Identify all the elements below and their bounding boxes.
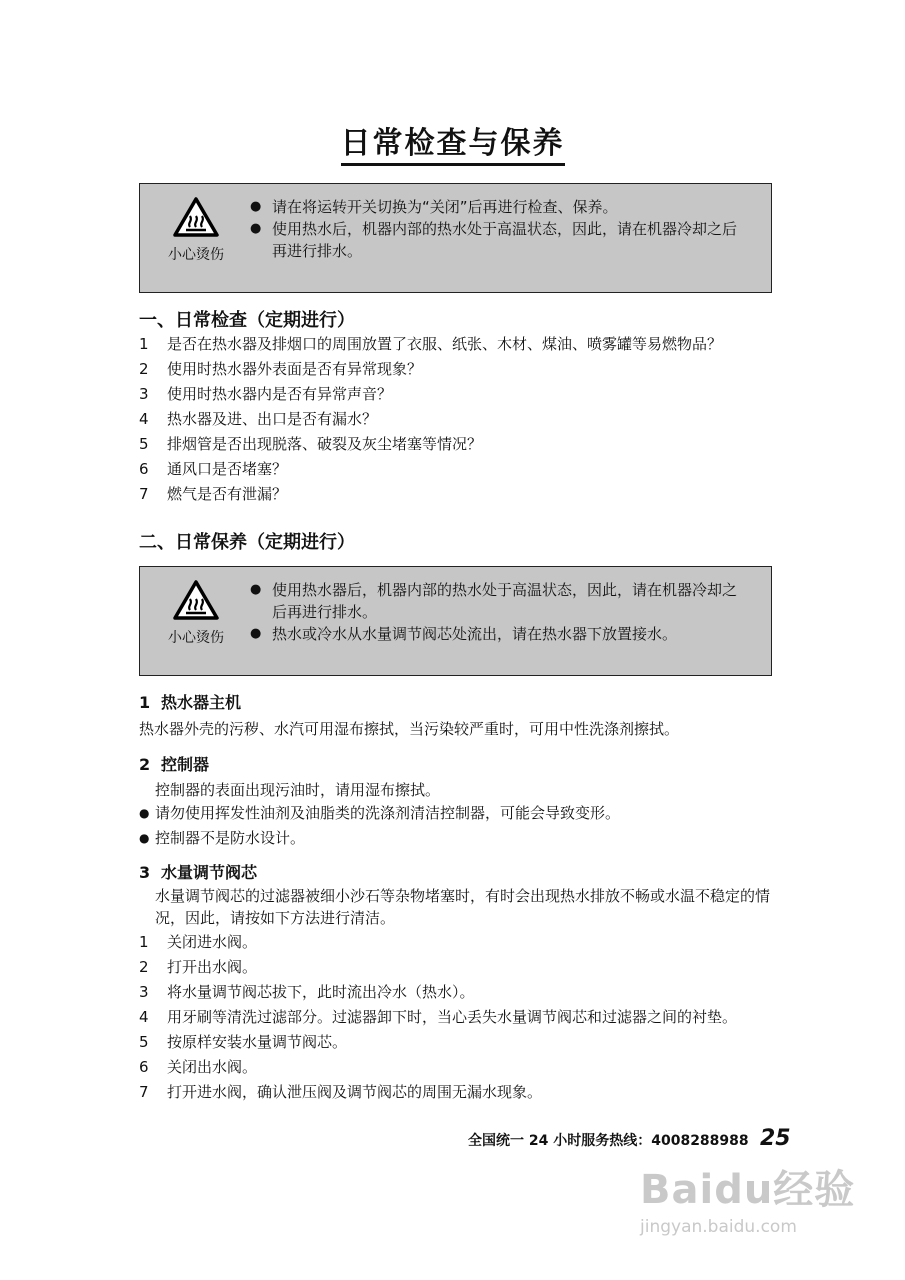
watermark — [640, 1158, 870, 1258]
daily-check-list — [139, 334, 779, 509]
list-item: 2 使用时热水器外表面是否有异常现象？ — [139, 360, 423, 378]
list-item: 4 热水器及进、出口是否有漏水？ — [139, 410, 378, 428]
page-title: 日常检查与保养 — [0, 118, 905, 162]
list-item: 4 用牙刷等清洗过滤部分。过滤器卸下时，当心丢失水量调节阀芯和过滤器之间的衬垫。 — [139, 1008, 738, 1026]
list-item: 1 是否在热水器及排烟口的周围放置了衣服、纸张、木材、煤油、喷雾罐等易燃物品？ — [139, 335, 723, 353]
watermark-logo: Baidu经验 — [640, 1167, 856, 1213]
watermark-url: jingyan.baidu.com — [640, 1217, 797, 1237]
subsection-heading-main-unit: 1 热水器主机 — [139, 693, 242, 712]
subsection-heading-flow-valve: 3 水量调节阀芯 — [139, 863, 258, 882]
controller-notes — [139, 803, 779, 853]
list-item: 1 关闭进水阀。 — [139, 933, 258, 951]
list-item: 6 关闭出水阀。 — [139, 1058, 258, 1076]
list-item: 5 按原样安装水量调节阀芯。 — [139, 1033, 348, 1051]
section-heading-daily-maintenance: 二、日常保养（定期进行） — [139, 532, 355, 553]
list-item: ● 控制器不是防水设计。 — [139, 828, 779, 849]
warning-item: ● 请在将运转开关切换为“关闭”后再进行检查、保养。 — [250, 196, 751, 218]
service-hotline: 全国统一 24 小时服务热线：4008288988 — [468, 1133, 749, 1149]
warning-label: 小心烫伤 — [168, 247, 224, 263]
list-item: ● 请勿使用挥发性油剂及油脂类的洗涤剂清洁控制器，可能会导致变形。 — [139, 803, 779, 824]
warning-list — [250, 196, 751, 262]
warning-item: ● 使用热水后，机器内部的热水处于高温状态，因此，请在机器冷却之后再进行排水。 — [250, 218, 751, 262]
list-item: 3 将水量调节阀芯拔下，此时流出冷水（热水）。 — [139, 983, 475, 1001]
warning-badge — [154, 579, 238, 647]
list-item: 6 通风口是否堵塞？ — [139, 460, 288, 478]
hot-surface-warning-icon — [173, 196, 219, 238]
list-item: 3 使用时热水器内是否有异常声音？ — [139, 385, 393, 403]
list-item: 7 燃气是否有泄漏？ — [139, 485, 288, 503]
flow-valve-intro: 水量调节阀芯的过滤器被细小沙石等杂物堵塞时，有时会出现热水排放不畅或水温不稳定的情况，因此，请按如下方法进行清洁。 — [155, 887, 771, 927]
section-heading-daily-check: 一、日常检查（定期进行） — [139, 310, 355, 331]
main-unit-text: 热水器外壳的污秽、水汽可用湿布擦拭，当污染较严重时，可用中性洗涤剂擦拭。 — [139, 720, 680, 738]
subsection-heading-controller: 2 控制器 — [139, 755, 210, 774]
controller-intro: 控制器的表面出现污油时，请用湿布擦拭。 — [155, 781, 441, 799]
page-number: 25 — [760, 1126, 791, 1151]
list-item: 2 打开出水阀。 — [139, 958, 258, 976]
hot-surface-warning-icon — [173, 579, 219, 621]
warning-list — [250, 579, 751, 645]
warning-label: 小心烫伤 — [168, 630, 224, 646]
list-item: 5 排烟管是否出现脱落、破裂及灰尘堵塞等情况？ — [139, 435, 483, 453]
warning-box — [139, 183, 772, 293]
warning-item: ● 使用热水器后，机器内部的热水处于高温状态，因此，请在机器冷却之后再进行排水。 — [250, 579, 751, 623]
warning-item: ● 热水或冷水从水量调节阀芯处流出，请在热水器下放置接水。 — [250, 623, 751, 645]
warning-box — [139, 566, 772, 676]
list-item: 7 打开进水阀，确认泄压阀及调节阀芯的周围无漏水现象。 — [139, 1083, 543, 1101]
flow-valve-steps — [139, 932, 779, 1107]
warning-badge — [154, 196, 238, 264]
